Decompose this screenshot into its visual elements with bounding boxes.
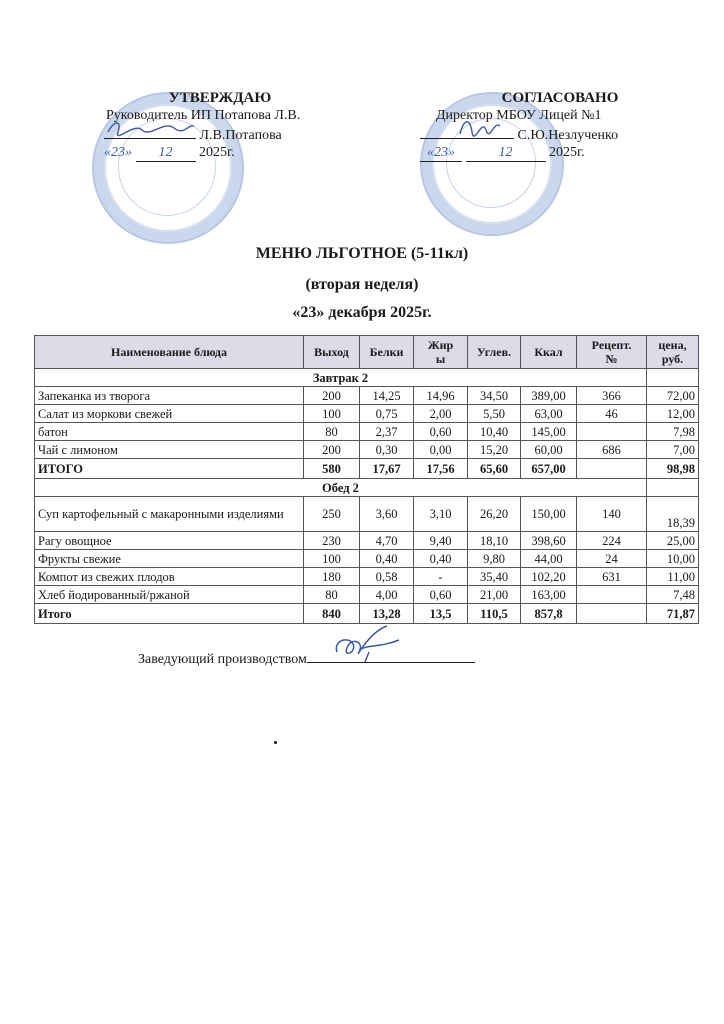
table-row: батон 80 2,37 0,60 10,40 145,00 7,98 <box>35 423 699 441</box>
approve-right-signer-line <box>420 124 660 144</box>
signature-line <box>104 124 196 139</box>
section-row-breakfast <box>35 369 699 387</box>
table-header-row <box>35 336 699 369</box>
approve-left-date <box>100 144 340 162</box>
col-header-kcal: Ккал <box>521 336 577 369</box>
table-row: Чай с лимоном 200 0,30 0,00 15,20 60,00 686 7,00 <box>35 441 699 459</box>
menu-table <box>34 335 699 624</box>
col-header-output: Выход <box>304 336 360 369</box>
approve-left-block <box>100 90 340 162</box>
col-header-name: Наименование блюда <box>35 336 304 369</box>
footer-signature-line <box>307 648 475 663</box>
total-row-lunch: Итого 840 13,28 13,5 110,5 857,8 71,87 <box>35 604 699 624</box>
menu-week: (вторая неделя) <box>305 276 419 293</box>
table-row: Фрукты свежие 100 0,40 0,40 9,80 44,00 24 10,00 <box>35 550 699 568</box>
table-row: Суп картофельный с макаронными изделиями 250 3,60 3,10 26,20 150,00 140 18,39 <box>35 497 699 532</box>
footer-label: Заведующий производством <box>138 652 307 667</box>
approve-right-block <box>420 90 660 162</box>
approve-left-signer-line <box>100 124 340 144</box>
signature-icon <box>420 116 514 138</box>
signature-icon <box>329 622 409 666</box>
section-row-lunch <box>35 479 699 497</box>
approve-right-day: «23» <box>420 144 462 162</box>
approve-left-month: 12 <box>136 144 196 162</box>
approve-left-year: 2025г. <box>199 145 235 160</box>
table-row: Салат из моркови свежей 100 0,75 2,00 5,50 63,00 46 12,00 <box>35 405 699 423</box>
section-label: Завтрак 2 <box>35 369 647 387</box>
col-header-recipe: Рецепт. № <box>577 336 647 369</box>
table-row: Компот из свежих плодов 180 0,58 - 35,40 102,20 631 11,00 <box>35 568 699 586</box>
signature-icon <box>104 118 196 138</box>
signature-line <box>420 124 514 139</box>
approve-right-signer: С.Ю.Незлученко <box>517 128 619 143</box>
menu-title: МЕНЮ ЛЬГОТНОЕ (5-11кл) <box>255 245 469 262</box>
total-row-breakfast: ИТОГО 580 17,67 17,56 65,60 657,00 98,98 <box>35 459 699 479</box>
table-row: Рагу овощное 230 4,70 9,40 18,10 398,60 224 25,00 <box>35 532 699 550</box>
approve-right-year: 2025г. <box>549 145 585 160</box>
approve-right-header: СОГЛАСОВАНО <box>501 90 619 106</box>
approve-left-position: Руководитель ИП Потапова Л.В. <box>106 108 301 123</box>
menu-date: «23» декабря 2025г. <box>292 304 432 321</box>
approve-left-signer: Л.В.Потапова <box>199 128 282 143</box>
approve-left-day: «23» <box>104 145 132 160</box>
col-header-protein: Белки <box>360 336 414 369</box>
stray-mark <box>274 741 277 744</box>
table-row: Хлеб йодированный/ржаной 80 4,00 0,60 21,00 163,00 7,48 <box>35 586 699 604</box>
approve-right-date <box>420 144 660 162</box>
col-header-carbs: Углев. <box>468 336 521 369</box>
table-row: Запеканка из творога 200 14,25 14,96 34,50 389,00 366 72,00 <box>35 387 699 405</box>
section-label: Обед 2 <box>35 479 647 497</box>
approve-right-month: 12 <box>466 144 546 162</box>
col-header-price: цена, руб. <box>647 336 699 369</box>
approve-right-position: Директор МБОУ Лицей №1 <box>436 108 602 123</box>
footer-signature-block <box>138 648 475 668</box>
col-header-fat: Жир ы <box>414 336 468 369</box>
approve-left-header: УТВЕРЖДАЮ <box>168 90 272 106</box>
